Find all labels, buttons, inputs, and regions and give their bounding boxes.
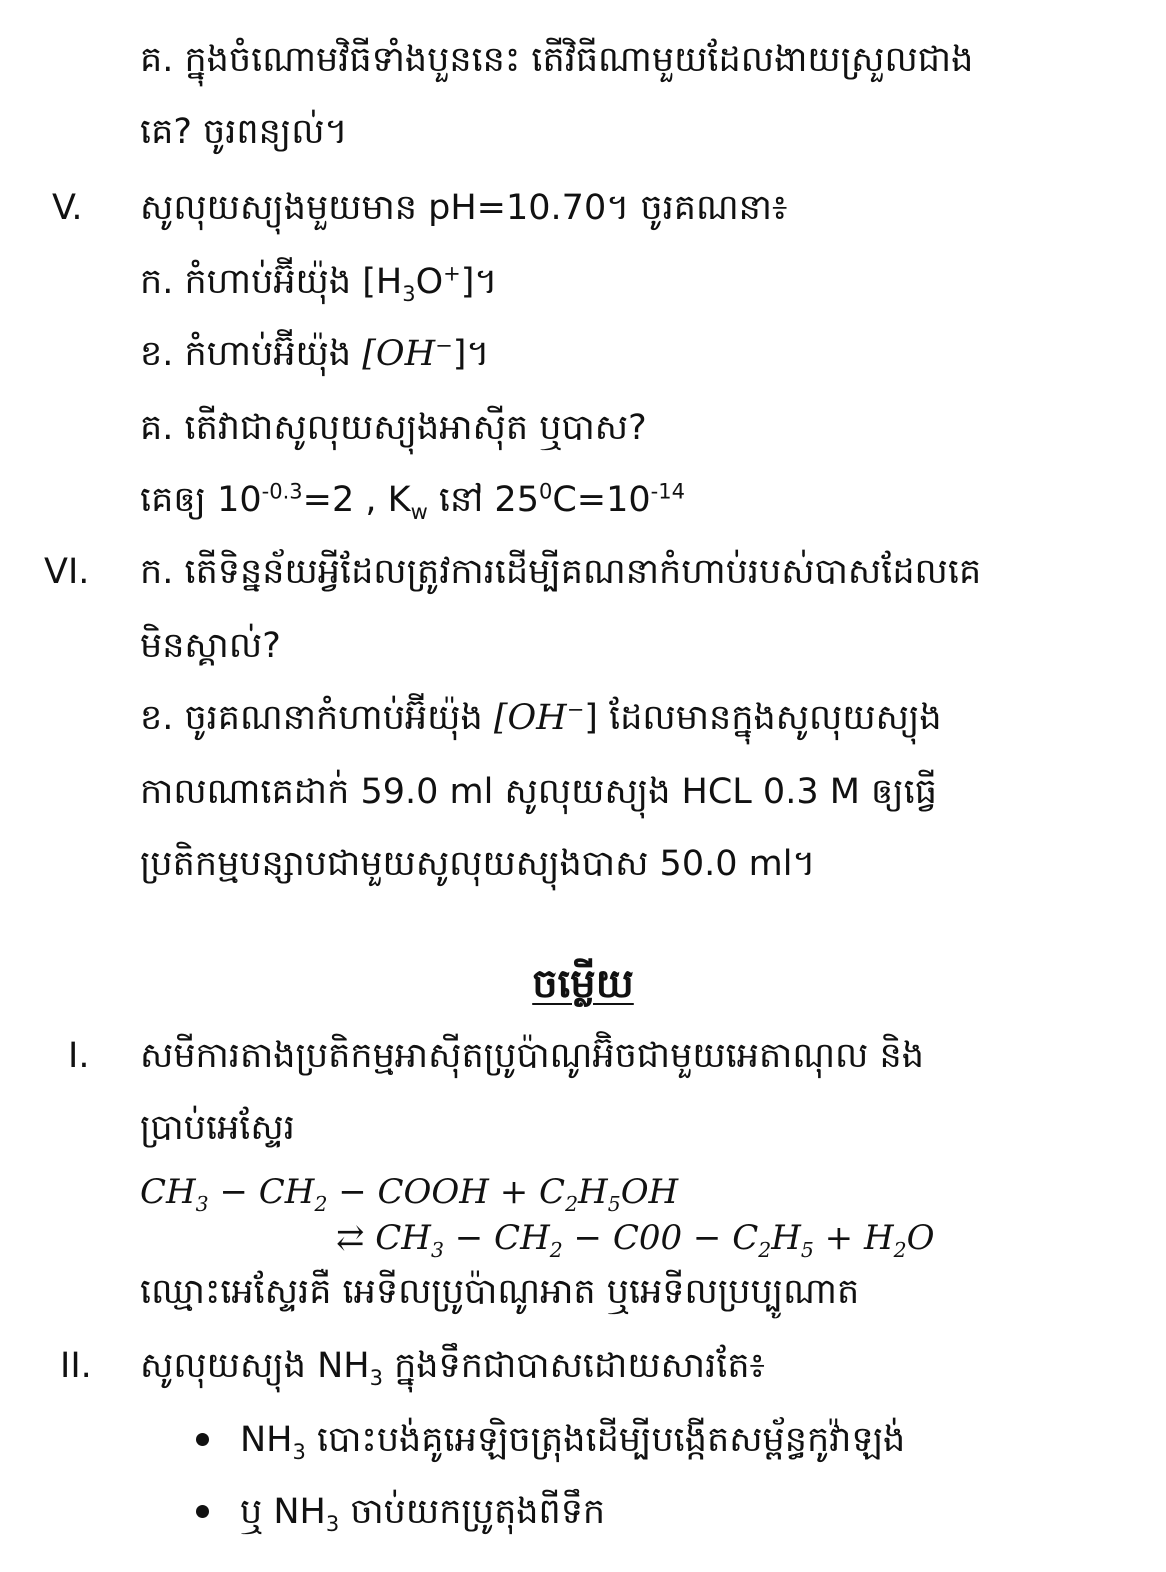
- answer-2-intro: សូលុយស្យុង $NH_3$ ក្នុងទឹកជាបាសដោយសារតែ៖: [140, 1346, 765, 1390]
- q5-intro: សូលុយស្យុងមួយមាន pH=10.70។ ចូរគណនា៖: [140, 188, 788, 228]
- q4c-line-2: គេ? ចូរពន្យល់។: [140, 112, 348, 152]
- answer-2-bullet-2: ឬ $NH_3$ ចាប់យកប្រូតុងពីទឹក: [240, 1492, 606, 1536]
- bullet-dot-icon: [196, 1433, 209, 1446]
- answer-2-number: II.: [60, 1346, 92, 1386]
- answer-heading: ចម្លើយ: [532, 961, 634, 1007]
- q6-number: VI.: [44, 552, 90, 592]
- q6-part-a-line-2: មិនស្គាល់?: [140, 626, 281, 666]
- reaction-equation-line-2: ⇄ $CH_3 - CH_2 - C00 - C_2H_5 + H_2O$: [336, 1218, 935, 1262]
- q6-part-a-line-1: ក. តើទិន្នន័យអ្វីដែលត្រូវការដើម្បីគណនាកំហាប់របស់បាសដែលគេ: [140, 552, 982, 592]
- q6-part-b-line-1: ខ. ចូរគណនាកំហាប់អ៊ីយ៉ុង [OH−] ដែលមានក្នុងសូលុយស្យុង: [140, 697, 942, 738]
- q4c-line-1: គ. ក្នុងចំណោមវិធីទាំងបួននេះ តើវិធីណាមួយដែលងាយស្រួលជាង: [140, 40, 974, 80]
- q5-part-c: គ. តើវាជាសូលុយស្យុងអាស៊ីត ឬបាស?: [140, 408, 647, 448]
- answer-2-bullet-1: $NH_3$ បោះបង់គូអេឡិចត្រុងដើម្បីបង្កើតសម្ព័ន្ធកូវ៉ាឡង់: [240, 1420, 906, 1464]
- q5-given: គេឲ្យ $10^{-0.3}=2$ , $K_w$ នៅ $25^0C=10^{-14}$: [140, 479, 685, 524]
- q5-part-a: ក. កំហាប់អ៊ីយ៉ុង $[H_3O^+]$។: [140, 261, 498, 306]
- q5-part-b: ខ. កំហាប់អ៊ីយ៉ុង [OH−]។: [140, 333, 490, 374]
- q6-part-b-line-3: ប្រតិកម្មបន្សាបជាមួយសូលុយស្យុងបាស 50.0 ml។: [140, 844, 816, 884]
- answer-1-line-1: សមីការតាងប្រតិកម្មអាស៊ីតប្រូប៉ាណូអ៊ិចជាមួយអេតាណុល និង: [140, 1036, 924, 1076]
- answer-1-line-2: ប្រាប់អេស្ទែរ: [140, 1108, 295, 1148]
- bullet-dot-icon: [196, 1505, 209, 1518]
- q6-part-b-line-2: កាលណាគេដាក់ 59.0 ml សូលុយស្យុង HCL 0.3 M ឲ្យធ្វើ: [140, 772, 938, 812]
- answer-1-number: I.: [68, 1036, 90, 1076]
- ester-name: ឈ្មោះអេស្ទែរគឺ អេទីលប្រូប៉ាណូអាត ឬអេទីលប្រប្បូណាត: [140, 1272, 860, 1312]
- q5-number: V.: [52, 188, 83, 228]
- reaction-equation-line-1: $CH_3 - CH_2$ − COOH + $C_2H_5OH$: [140, 1172, 679, 1216]
